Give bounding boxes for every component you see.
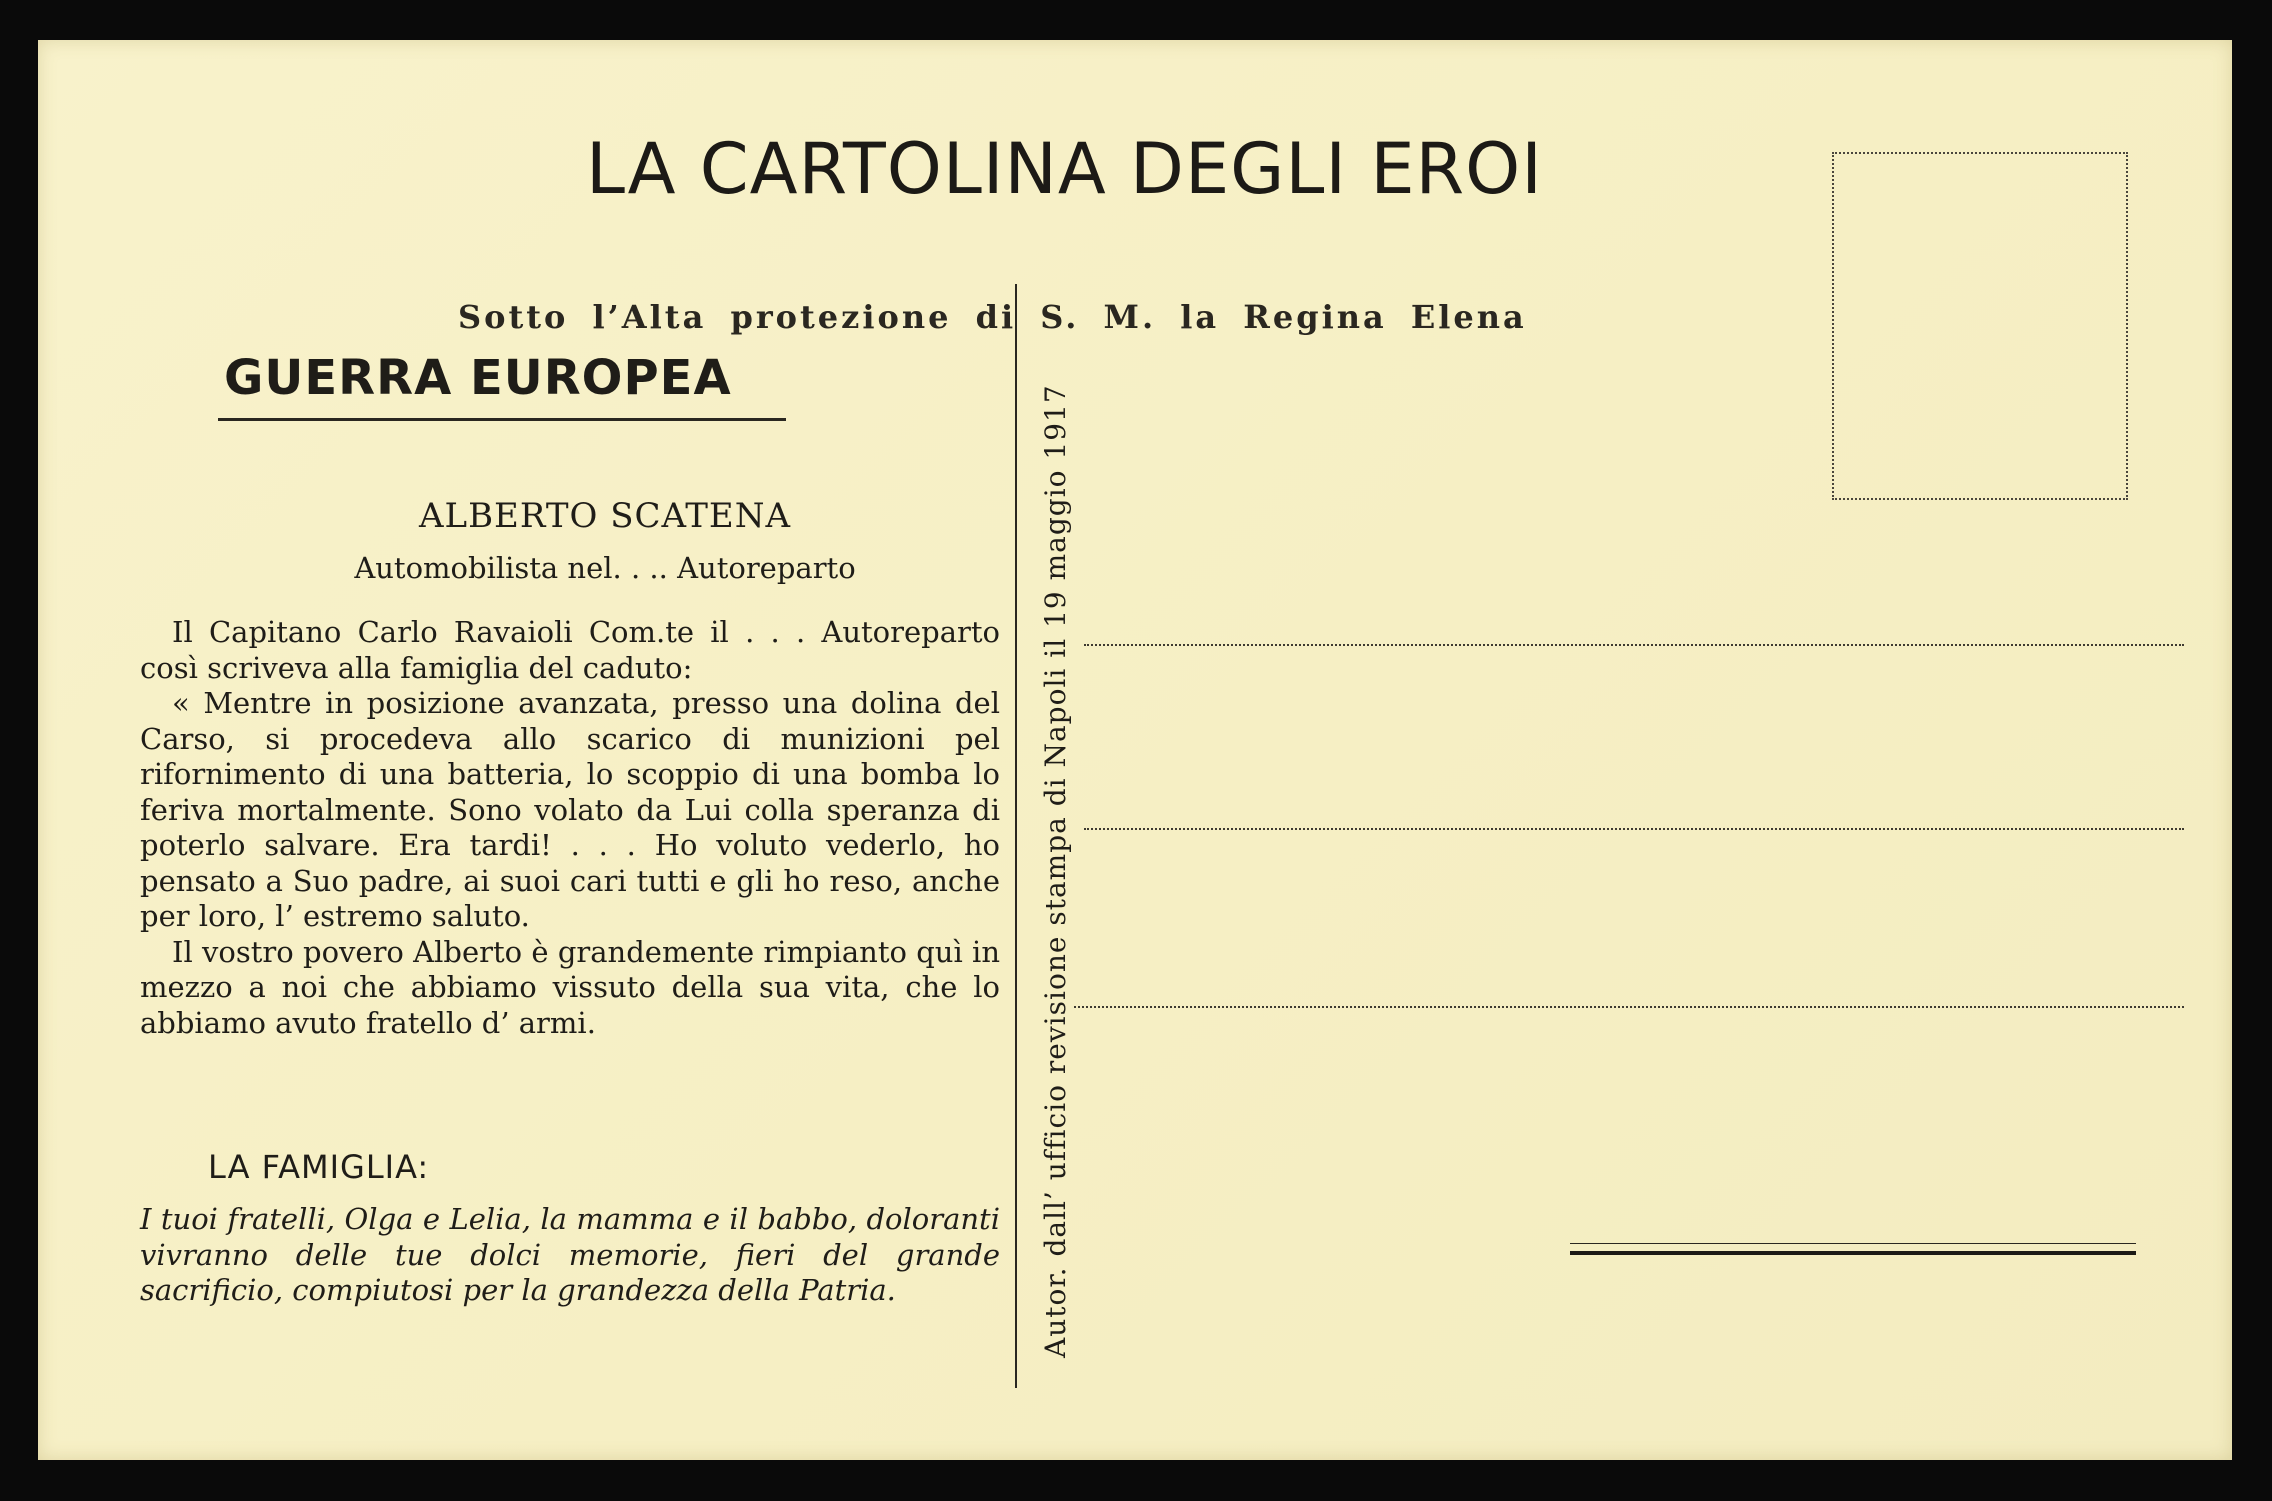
address-line — [1084, 828, 2184, 830]
family-message: I tuoi fratelli, Olga e Lelia, la mamma e il babbo, doloranti vivranno delle tue dolci memorie, fieri del grande sacrificio, compiutosi per la grandezza della Patria. — [140, 1202, 1000, 1307]
address-line — [1084, 644, 2184, 646]
vertical-divider — [1015, 284, 1017, 1388]
soldier-name: ALBERTO SCATENA — [418, 496, 792, 536]
stamp-placeholder-box — [1832, 152, 2128, 500]
censor-note: Autor. dall’ ufficio revisione stampa di Napoli il 19 maggio 1917 — [1039, 384, 1072, 1358]
postcard-title: LA CARTOLINA DEGLI EROI — [586, 128, 1543, 210]
letter-body — [140, 615, 1000, 1041]
heading-underline — [218, 418, 786, 421]
soldier-role: Automobilista nel. . .. Autoreparto — [354, 551, 856, 585]
address-line — [1074, 1006, 2184, 1008]
postcard-subtitle: Sotto l’Alta protezione di S. M. la Regina Elena — [458, 298, 1527, 336]
family-label: LA FAMIGLIA: — [208, 1148, 430, 1186]
postcard — [38, 40, 2232, 1460]
letter-closing: Il vostro povero Alberto è grandemente rimpianto quì in mezzo a noi che abbiamo vissuto della sua vita, che lo abbiamo avuto fratello d’ armi. — [140, 934, 1000, 1040]
letter-quote: « Mentre in posizione avanzata, presso una dolina del Carso, si procedeva allo scarico di munizioni pel rifornimento di una batteria, lo scoppio di una bomba lo feriva mortalmente. Sono volato da Lui colla speranza di poterlo salvare. Era tardi! . . . Ho voluto vederlo, ho pensato a Suo padre, ai suoi cari tutti e gli ho reso, anche per loro, l’ estremo saluto. — [140, 686, 1000, 933]
letter-intro: Il Capitano Carlo Ravaioli Com.te il . . . Autoreparto così scriveva alla famiglia del caduto: — [140, 615, 1000, 685]
address-final-rule — [1570, 1243, 2136, 1255]
section-heading: GUERRA EUROPEA — [224, 350, 732, 406]
